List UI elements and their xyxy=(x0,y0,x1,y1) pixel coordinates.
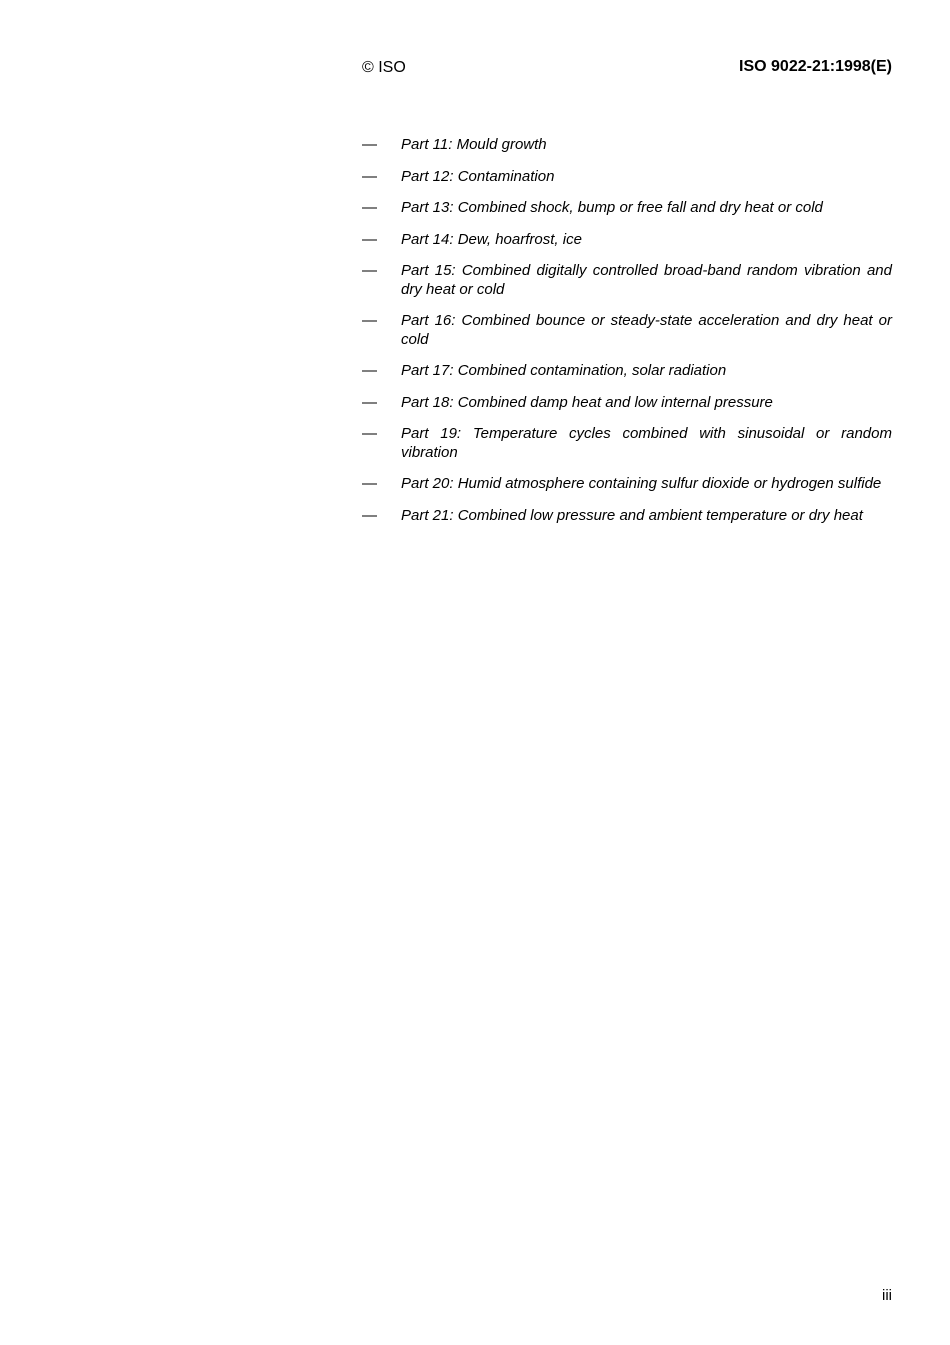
list-item-part-20 xyxy=(362,475,892,494)
list-item-part-19 xyxy=(362,425,892,462)
part-title: Part 11: Mould growth xyxy=(401,136,547,153)
list-dash: — xyxy=(362,136,377,153)
list-dash: — xyxy=(362,475,377,492)
list-item-part-15 xyxy=(362,262,892,299)
list-dash: — xyxy=(362,425,377,442)
standard-identifier: ISO 9022-21:1998(E) xyxy=(739,58,892,75)
list-dash: — xyxy=(362,393,377,411)
part-title: Part 17: Combined contamination, solar radiation xyxy=(401,362,727,379)
list-item-part-16 xyxy=(362,312,892,349)
part-title: Part 13: Combined shock, bump or free fall and dry heat or cold xyxy=(401,199,823,216)
list-item-part-11 xyxy=(362,136,892,155)
list-item-part-12 xyxy=(362,168,892,187)
list-dash: — xyxy=(362,262,377,279)
list-item-part-18 xyxy=(362,394,892,413)
part-title: Part 16: Combined bounce or steady-state acceleration and dry heat or cold xyxy=(401,312,892,348)
list-item-part-21 xyxy=(362,507,892,526)
list-item-part-13 xyxy=(362,199,892,218)
list-dash: — xyxy=(362,362,377,379)
part-title: Part 19: Temperature cycles combined with sinusoidal or random vibration xyxy=(401,425,892,461)
list-dash: — xyxy=(362,199,377,216)
list-dash: — xyxy=(362,312,377,329)
list-item-part-14 xyxy=(362,231,892,250)
part-title: Part 18: Combined damp heat and low internal pressure xyxy=(401,393,773,411)
part-title: Part 21: Combined low pressure and ambient temperature or dry heat xyxy=(401,506,863,524)
list-dash: — xyxy=(362,506,377,524)
list-item-part-17 xyxy=(362,362,892,381)
parts-list xyxy=(362,136,892,538)
list-dash: — xyxy=(362,230,377,248)
part-title: Part 14: Dew, hoarfrost, ice xyxy=(401,230,582,248)
list-dash: — xyxy=(362,167,377,185)
part-title: Part 12: Contamination xyxy=(401,167,555,185)
copyright-notice: © ISO xyxy=(362,59,406,76)
part-title: Part 20: Humid atmosphere containing sulfur dioxide or hydrogen sulfide xyxy=(401,475,882,492)
part-title: Part 15: Combined digitally controlled broad-band random vibration and dry heat or cold xyxy=(401,262,892,298)
page-number: iii xyxy=(882,1287,892,1304)
